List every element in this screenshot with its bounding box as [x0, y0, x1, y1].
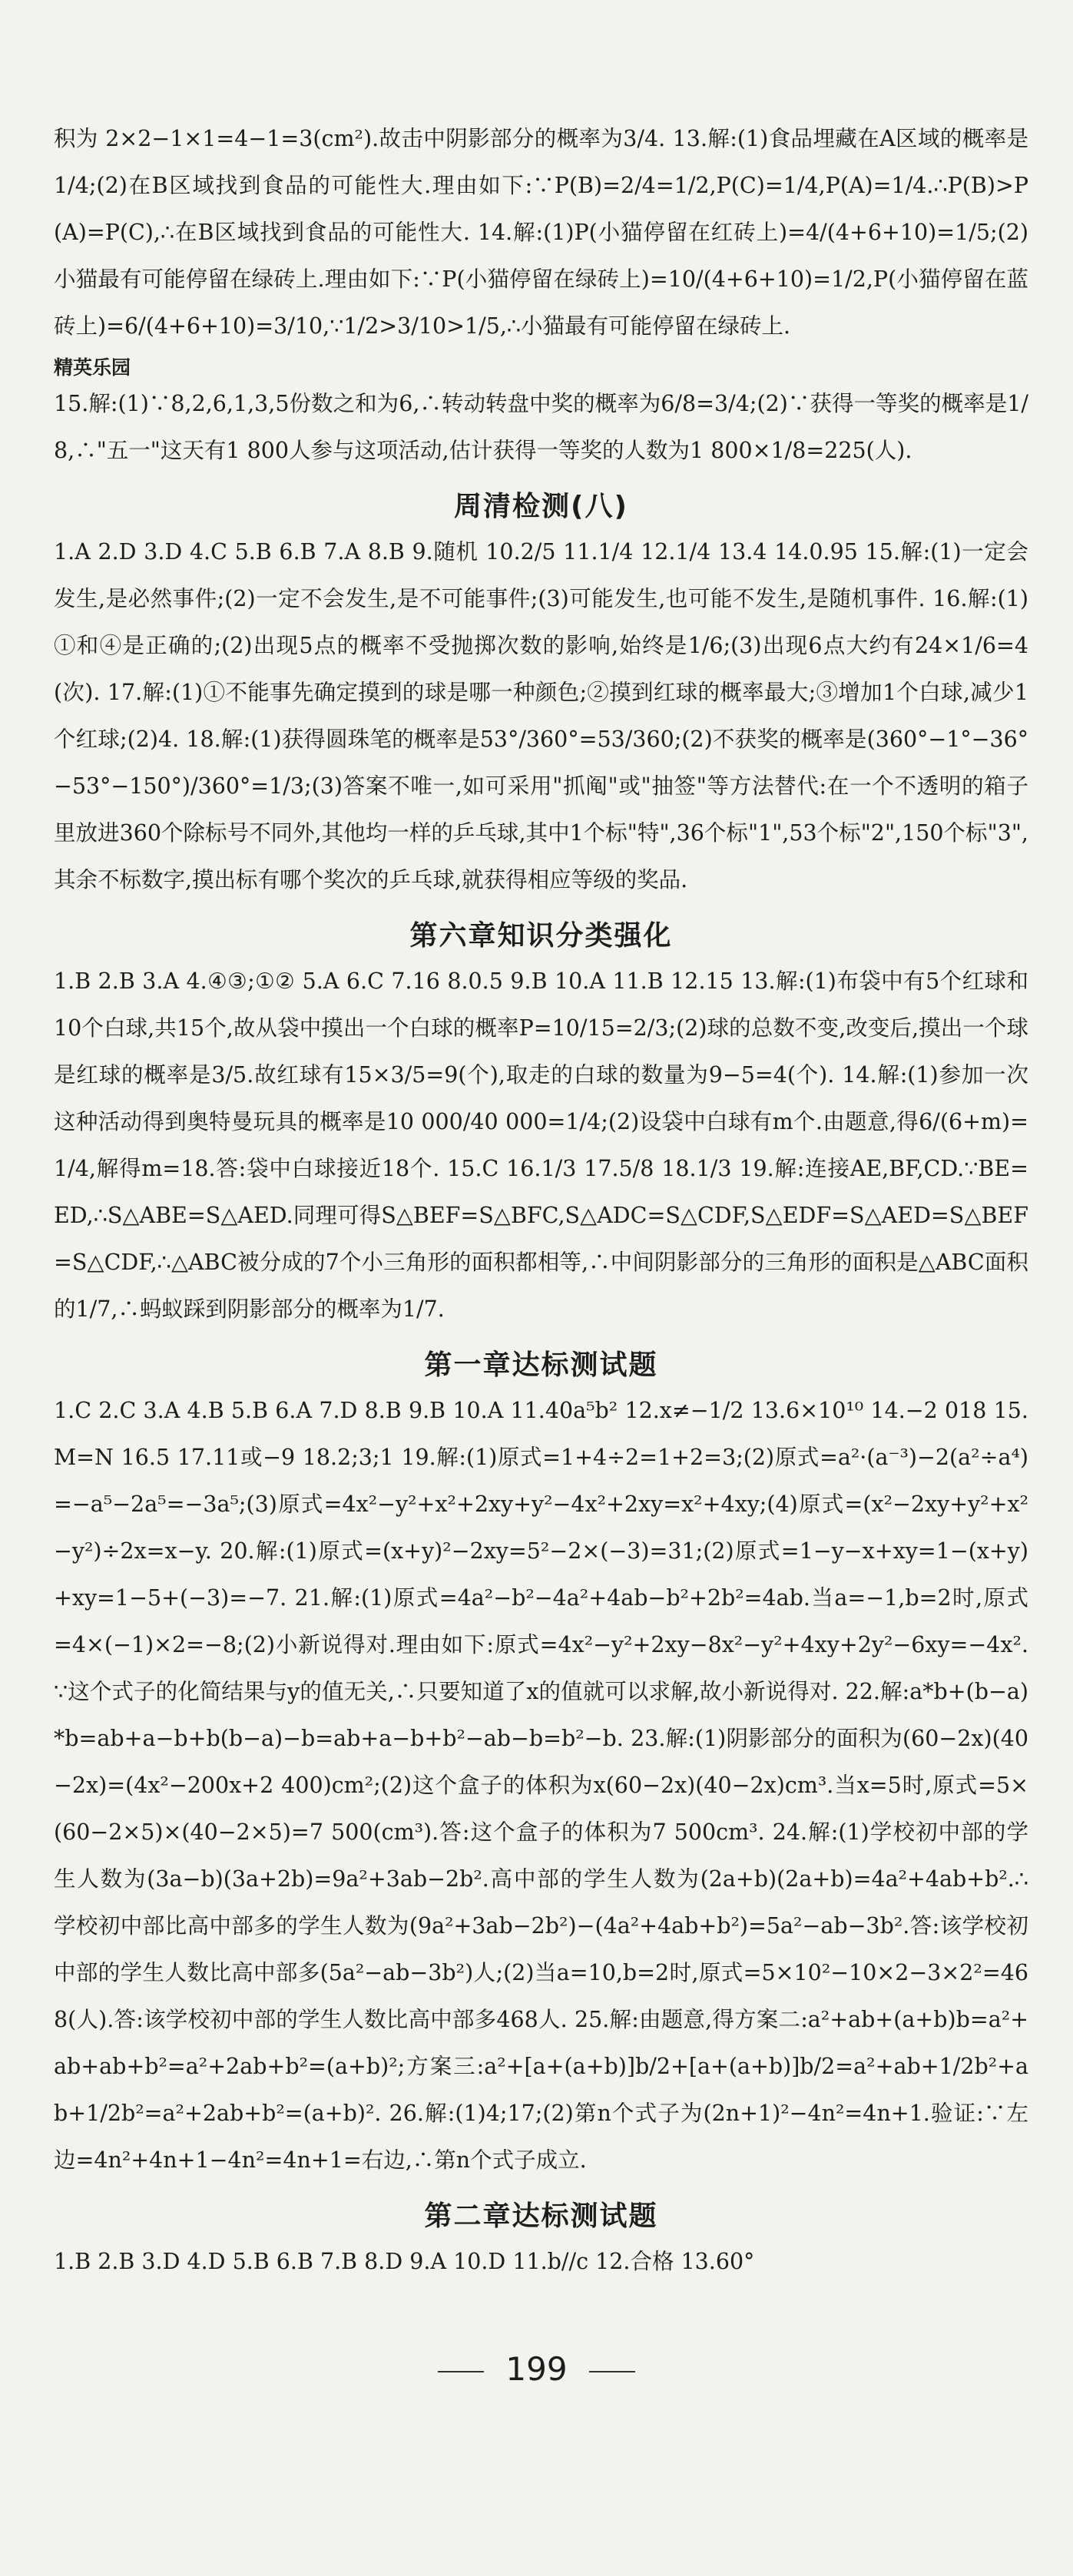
- page-number: [0, 2350, 1073, 2388]
- section-title-chapter-2-test: 第二章达标测试题: [424, 2200, 658, 2232]
- content: [54, 115, 1028, 2285]
- subheading-elite: 精英乐园: [54, 356, 131, 379]
- text-block-5: 1.C 2.C 3.A 4.B 5.B 6.A 7.D 8.B 9.B 10.A 11.40a⁵b² 12.x≠−1/2 13.6×10¹⁰ 14.−2 018 15.M=N 16.5 17.11或−9 18.2;3;1 19.解:(1)原式=1+4÷2=1+2=3;(2)原式=a²·(a⁻³)−2(a²÷a⁴)=−a⁵−2a⁵=−3a⁵;(3)原式=4x²−y²+x²+2xy+y²−4x²+2xy=x²+4xy;(4)原式=(x²−2xy+y²+x²−y²)÷2x=x−y. 20.解:(1)原式=(x+y)²−2xy=5²−2×(−3)=31;(2)原式=1−y−x+xy=1−(x+y)+xy=1−5+(−3)=−7. 21.解:(1)原式=4a²−b²−4a²+4ab−b²+2b²=4ab.当a=−1,b=2时,原式=4×(−1)×2=−8;(2)小新说得对.理由如下:原式=4x²−y²+2xy−8x²−y²+4xy+2y²−6xy=−4x².∵这个式子的化简结果与y的值无关,∴只要知道了x的值就可以求解,故小新说得对. 22.解:a*b+(b−a)*b=ab+a−b+b(b−a)−b=ab+a−b+b²−ab−b=b²−b. 23.解:(1)阴影部分的面积为(60−2x)(40−2x)=(4x²−200x+2 400)cm²;(2)这个盒子的体积为x(60−2x)(40−2x)cm³.当x=5时,原式=5×(60−2×5)×(40−2×5)=7 500(cm³).答:这个盒子的体积为7 500cm³. 24.解:(1)学校初中部的学生人数为(3a−b)(3a+2b)=9a²+3ab−2b².高中部的学生人数为(2a+b)(2a+b)=4a²+4ab+b².∴学校初中部比高中部多的学生人数为(9a²+3ab−2b²)−(4a²+4ab+b²)=5a²−ab−3b².答:该学校初中部的学生人数比高中部多(5a²−ab−3b²)人;(2)当a=10,b=2时,原式=5×10²−10×2−3×2²=468(人).答:该学校初中部的学生人数比高中部多468人. 25.解:由题意,得方案二:a²+ab+(a+b)b=a²+ab+ab+b²=a²+2ab+b²=(a+b)²;方案三:a²+[a+(a+b)]b/2+[a+(a+b)]b/2=a²+ab+1/2b²+ab+1/2b²=a²+2ab+b²=(a+b)². 26.解:(1)4;17;(2)第n个式子为(2n+1)²−4n²=4n+1.验证:∵左边=4n²+4n+1−4n²=4n+1=右边,∴第n个式子成立.: [54, 1398, 1028, 2173]
- section-title-chapter-1-test: 第一章达标测试题: [424, 1349, 658, 1381]
- text-block-4: 1.B 2.B 3.A 4.④③;①② 5.A 6.C 7.16 8.0.5 9.B 10.A 11.B 12.15 13.解:(1)布袋中有5个红球和10个白球,共15个,故从袋中摸出一个白球的概率P=10/15=2/3;(2)球的总数不变,改变后,摸出一个球是红球的概率是3/5.故红球有15×3/5=9(个),取走的白球的数量为9−5=4(个). 14.解:(1)参加一次这种活动得到奥特曼玩具的概率是10 000/40 000=1/4;(2)设袋中白球有m个.由题意,得6/(6+m)=1/4,解得m=18.答:袋中白球接近18个. 15.C 16.1/3 17.5/8 18.1/3 19.解:连接AE,BF,CD.∵BE=ED,∴S△ABE=S△AED.同理可得S△BEF=S△BFC,S△ADC=S△CDF,S△EDF=S△AED=S△BEF=S△CDF,∴△ABC被分成的7个小三角形的面积都相等,∴中间阴影部分的三角形的面积是△ABC面积的1/7,∴蚂蚁踩到阴影部分的概率为1/7.: [54, 968, 1028, 1322]
- text-block-3: 1.A 2.D 3.D 4.C 5.B 6.B 7.A 8.B 9.随机 10.2/5 11.1/4 12.1/4 13.4 14.0.95 15.解:(1)一定会发生,是必然事件;(2)一定不会发生,是不可能事件;(3)可能发生,也可能不发生,是随机事件. 16.解:(1)①和④是正确的;(2)出现5点的概率不受抛掷次数的影响,始终是1/6;(3)出现6点大约有24×1/6=4(次). 17.解:(1)①不能事先确定摸到的球是哪一种颜色;②摸到红球的概率最大;③增加1个白球,减少1个红球;(2)4. 18.解:(1)获得圆珠笔的概率是53°/360°=53/360;(2)不获奖的概率是(360°−1°−36°−53°−150°)/360°=1/3;(3)答案不唯一,如可采用"抓阄"或"抽签"等方法替代:在一个不透明的箱子里放进360个除标号不同外,其他均一样的乒乓球,其中1个标"特",36个标"1",53个标"2",150个标"3",其余不标数字,摸出标有哪个奖次的乒乓球,就获得相应等级的奖品.: [54, 539, 1028, 892]
- text-block-6: 1.B 2.B 3.D 4.D 5.B 6.B 7.B 8.D 9.A 10.D 11.b//c 12.合格 13.60°: [54, 2249, 755, 2274]
- text-block-1: 积为 2×2−1×1=4−1=3(cm²).故击中阴影部分的概率为3/4. 13.解:(1)食品埋藏在A区域的概率是1/4;(2)在B区域找到食品的可能性大.理由如下:∵P(B)=2/4=1/2,P(C)=1/4,P(A)=1/4.∴P(B)>P(A)=P(C),∴在B区域找到食品的可能性大. 14.解:(1)P(小猫停留在红砖上)=4/(4+6+10)=1/5;(2)小猫最有可能停留在绿砖上.理由如下:∵P(小猫停留在绿砖上)=10/(4+6+10)=1/2,P(小猫停留在蓝砖上)=6/(4+6+10)=3/10,∵1/2>3/10>1/5,∴小猫最有可能停留在绿砖上.: [54, 126, 1028, 339]
- page-number-text: 199: [505, 2350, 568, 2388]
- dash-left: [438, 2371, 484, 2372]
- dash-right: [589, 2371, 635, 2372]
- section-title-weekly-test-8: 周清检测(八): [454, 491, 628, 522]
- section-title-chapter-6: 第六章知识分类强化: [409, 920, 673, 952]
- text-block-2: 15.解:(1)∵8,2,6,1,3,5份数之和为6,∴转动转盘中奖的概率为6/8=3/4;(2)∵获得一等奖的概率是1/8,∴"五一"这天有1 800人参与这项活动,估计获得一等奖的人数为1 800×1/8=225(人).: [54, 391, 1028, 463]
